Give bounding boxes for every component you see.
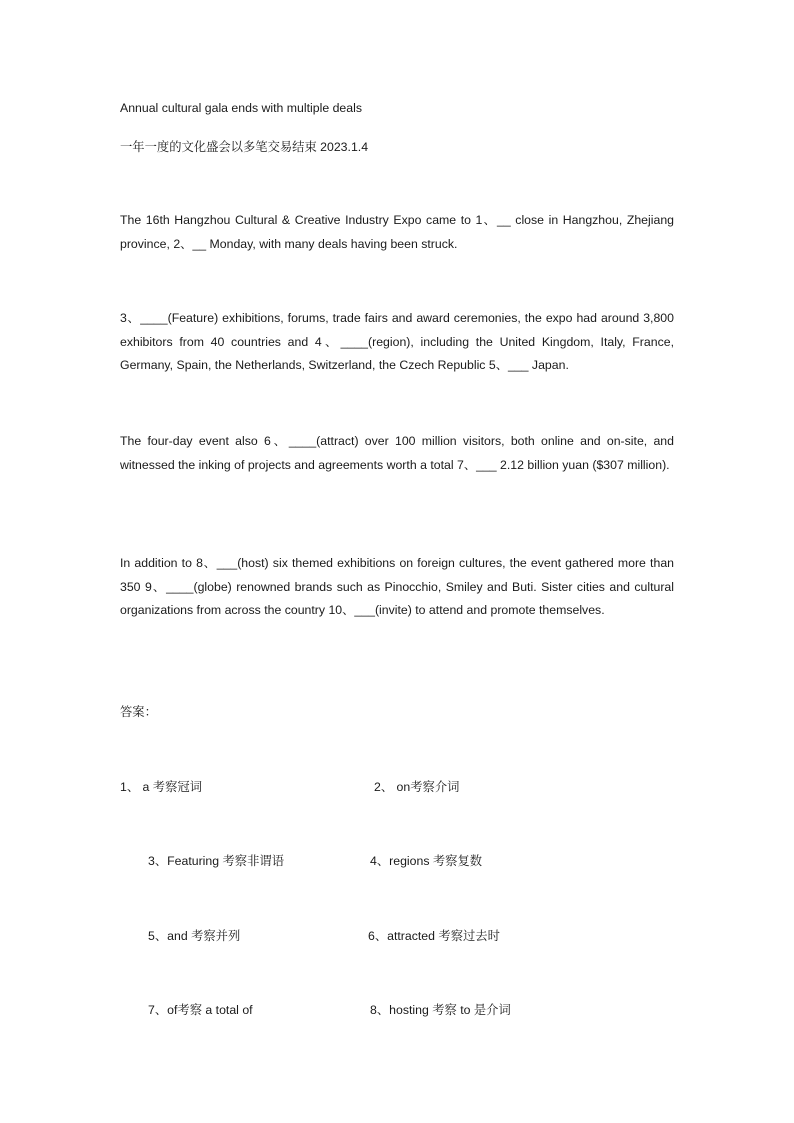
paragraph-1: The 16th Hangzhou Cultural & Creative Industry Expo came to 1、__ close in Hangzhou, Zhejiang province, 2、__ Monday, with many deals having been struck.	[120, 213, 674, 251]
answer-item: 1、 a 考察冠词	[120, 780, 202, 794]
title-chinese: 一年一度的文化盛会以多笔交易结束 2023.1.4	[120, 140, 369, 154]
paragraph-3: The four-day event also 6、____(attract) over 100 million visitors, both online and on-site, and witnessed the inking of projects and agreements worth a total 7、___ 2.12 billion yuan ($307 million).	[120, 434, 674, 472]
paragraph-4: In addition to 8、___(host) six themed exhibitions on foreign cultures, the event gathered more than 350 9、____(globe) renowned brands such as Pinocchio, Smiley and Buti. Sister cities and cultural organizations from across the country 10、___(invite) to attend and promote themselves.	[120, 556, 674, 617]
answer-item: 2、 on考察介词	[374, 780, 460, 794]
answer-item: 3、Featuring 考察非谓语	[148, 854, 284, 868]
answer-item: 5、and 考察并列	[148, 929, 241, 943]
title-english: Annual cultural gala ends with multiple deals	[120, 101, 362, 115]
paragraph-2: 3、____(Feature) exhibitions, forums, trade fairs and award ceremonies, the expo had around 3,800 exhibitors from 40 countries and 4、____(region), including the United Kingdom, Italy, France, Germany, Spain, the Netherlands, Switzerland, the Czech Republic 5、___ Japan.	[120, 311, 674, 372]
answer-item: 7、of考察 a total of	[148, 1003, 253, 1017]
answer-item: 6、attracted 考察过去时	[368, 929, 500, 943]
answer-heading: 答案：	[120, 705, 157, 719]
answer-item: 8、hosting 考察 to 是介词	[370, 1003, 511, 1017]
answer-item: 4、regions 考察复数	[370, 854, 483, 868]
